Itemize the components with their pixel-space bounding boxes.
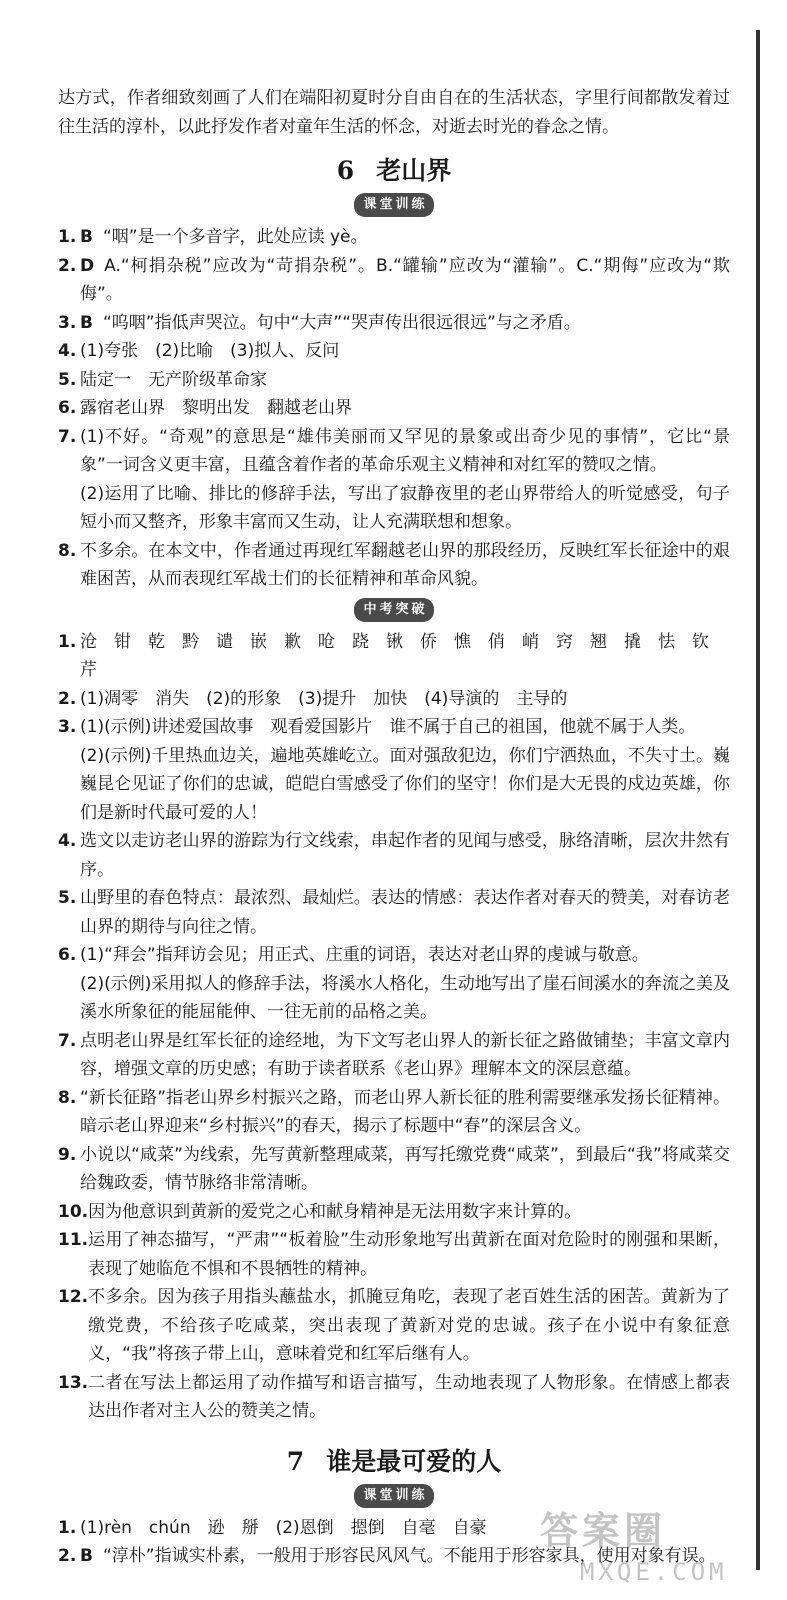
item-number: 3. xyxy=(58,717,77,737)
answer-text: 二者在写法上都运用了动作描写和语言描写，生动地表现了人物形象。在情感上都表达出作者对主人公的赞美之情。 xyxy=(88,1372,730,1421)
item-number: 11. xyxy=(58,1230,89,1250)
section-6-title xyxy=(58,151,730,191)
answer-text: “淳朴”指诚实朴素，一般用于形容民风风气。不能用于形容家具，使用对象有误。 xyxy=(102,1546,716,1566)
answer-item xyxy=(58,423,730,480)
answer-item xyxy=(58,1141,730,1198)
item-number: 5. xyxy=(58,888,77,908)
item-number: 6. xyxy=(58,398,77,418)
intro-paragraph: 达方式，作者细致刻画了人们在端阳初夏时分自由自在的生活状态，字里行间都散发着过往生活的淳朴，以此抒发作者对童年生活的怀念，对逝去时光的眷念之情。 xyxy=(58,88,730,137)
section-7-title xyxy=(58,1442,730,1482)
class-training-badge: 课堂训练 xyxy=(354,1484,433,1508)
answer-text: 小说以“咸菜”为线索，先写黄新整理咸菜，再写托缴党费“咸菜”，到最后“我”将咸菜交给魏政委，情节脉络非常清晰。 xyxy=(80,1144,730,1193)
answer-page xyxy=(58,84,730,1571)
item-number: 2. xyxy=(58,1546,77,1566)
item-number: 12. xyxy=(58,1287,89,1307)
answer-letter: B xyxy=(80,227,93,247)
answer-item xyxy=(58,1226,730,1283)
answer-text: (1)“拜会”指拜访会见；用正式、庄重的词语，表达对老山界的虔诚与敬意。 xyxy=(80,945,649,965)
answer-text: (1)凋零 消失 (2)的形象 (3)提升 加快 (4)导演的 主导的 xyxy=(80,688,568,709)
answer-item xyxy=(58,1369,730,1426)
answer-subtext: (2)运用了比喻、排比的修辞手法，写出了寂静夜里的老山界带给人的听觉感受，句子短小而又整齐，形象丰富而又生动，让人充满联想和想象。 xyxy=(80,483,730,532)
answer-text: (1)夸张 (2)比喻 (3)拟人、反问 xyxy=(80,341,340,361)
watermark-url-text: MXQE.COM xyxy=(580,1558,728,1586)
answer-text: “呜咽”指低声哭泣。句中“大声”“哭声传出很远很远”与之矛盾。 xyxy=(102,312,581,333)
answer-item xyxy=(58,337,730,366)
answer-text: 山野里的春色特点：最浓烈、最灿烂。表达的情感：表达作者对春天的赞美，对春访老山界的期待与向往之情。 xyxy=(80,888,730,937)
answer-text: 不多余。在本文中，作者通过再现红军翻越老山界的那段经历，反映红军长征途中的艰难困苦，从而表现红军战士们的长征精神和革命风貌。 xyxy=(80,540,730,589)
item-number: 10. xyxy=(58,1201,89,1222)
item-number: 2. xyxy=(58,255,77,276)
answer-item xyxy=(58,1198,730,1227)
item-number: 4. xyxy=(58,831,77,851)
class-training-badge: 课堂训练 xyxy=(354,193,433,217)
answer-text: “新长征路”指老山界乡村振兴之路，而老山界人新长征的胜利需要继承发扬长征精神。暗示老山界迎来“乡村振兴”的春天，揭示了标题中“春”的深层含义。 xyxy=(80,1087,730,1136)
answer-item xyxy=(58,628,730,685)
section-7-name: 谁是最可爱的人 xyxy=(326,1446,502,1476)
answer-text: “咽”是一个多音字，此处应读 yè。 xyxy=(102,227,368,247)
answer-text: (1)(示例)讲述爱国故事 观看爱国影片 谁不属于自己的祖国，他就不属于人类。 xyxy=(80,717,696,737)
item-number: 7. xyxy=(58,426,77,447)
item-number: 8. xyxy=(58,540,77,561)
item-number: 7. xyxy=(58,1030,77,1051)
page-edge-bar xyxy=(756,30,760,1570)
answer-text: 沧 钳 乾 黔 谴 嵌 歉 呛 跷 锹 侨 憔 俏 峭 窍 翘 撬 怯 钦 芹 xyxy=(80,631,726,680)
answer-item xyxy=(58,685,730,714)
answer-text: 运用了神态描写，“严肃”“板着脸”生动形象地写出黄新在面对危险时的刚强和果断，表现了她临危不惧和不畏牺牲的精神。 xyxy=(88,1230,730,1279)
item-number: 3. xyxy=(58,312,77,333)
answer-text: (1)rèn chún 逊 掰 (2)恩倒 摁倒 自毫 自豪 xyxy=(80,1517,487,1538)
section-6-number: 6 xyxy=(336,156,355,185)
answer-letter: D xyxy=(80,255,95,276)
exam-breakthrough-badge: 中考突破 xyxy=(354,598,433,622)
answer-item xyxy=(58,1283,730,1369)
answer-item xyxy=(58,713,730,742)
answer-letter: B xyxy=(80,1546,93,1566)
answer-text: (1)不好。“奇观”的意思是“雄伟美丽而又罕见的景象或出奇少见的事情”，它比“景象”一词含义更丰富，且蕴含着作者的革命乐观主义精神和对红军的赞叹之情。 xyxy=(80,426,730,475)
item-number: 2. xyxy=(58,688,77,709)
answer-item xyxy=(58,394,730,423)
item-number: 6. xyxy=(58,945,77,965)
answer-subtext: (2)(示例)采用拟人的修辞手法，将溪水人格化，生动地写出了崖石间溪水的奔流之美及溪水所象征的能屈能伸、一往无前的品格之美。 xyxy=(80,973,730,1022)
watermark-logo xyxy=(520,1500,750,1595)
item-number: 8. xyxy=(58,1087,77,1108)
answer-item xyxy=(58,884,730,941)
answer-item xyxy=(58,1084,730,1141)
answer-text: 露宿老山界 黎明出发 翻越老山界 xyxy=(80,398,352,418)
answer-text: 因为他意识到黄新的爱党之心和献身精神是无法用数字来计算的。 xyxy=(88,1201,582,1222)
answer-item xyxy=(58,941,730,970)
answer-item xyxy=(58,537,730,594)
answer-item xyxy=(58,1027,730,1084)
answer-letter: B xyxy=(80,312,93,333)
answer-subtext: (2)(示例)千里热血边关，遍地英雄屹立。面对强敌犯边，你们宁洒热血，不失寸土。巍巍昆仑见证了你们的忠诚，皑皑白雪感受了你们的坚守！你们是大无畏的戍边英雄，你们是新时代最可爱的人！ xyxy=(80,745,730,823)
answer-item xyxy=(58,223,730,252)
item-number: 9. xyxy=(58,1144,77,1165)
answer-text: 选文以走访老山界的游踪为行文线索，串起作者的见闻与感受，脉络清晰，层次井然有序。 xyxy=(80,831,730,880)
item-number: 1. xyxy=(58,631,77,652)
section-6-name: 老山界 xyxy=(376,156,452,185)
answer-text: A.“柯捐杂税”应改为“苛捐杂税”。B.“罐输”应改为“灌输”。C.“期侮”应改为“欺侮”。 xyxy=(80,255,730,304)
answer-item xyxy=(58,366,730,395)
answer-item xyxy=(58,252,730,309)
answer-text: 不多余。因为孩子用指头蘸盐水，抓腌豆角吃，表现了老百姓生活的困苦。黄新为了缴党费，不给孩子吃咸菜，突出表现了黄新对党的忠诚。孩子在小说中有象征意义，“我”将孩子带上山，意味着党和红军后继有人。 xyxy=(88,1287,730,1364)
item-number: 1. xyxy=(58,1517,77,1538)
answer-item xyxy=(58,309,730,338)
section-7-number: 7 xyxy=(286,1446,305,1476)
item-number: 13. xyxy=(58,1372,89,1393)
item-number: 1. xyxy=(58,227,77,247)
watermark-top-text: 答案圈 xyxy=(540,1508,667,1553)
answer-item xyxy=(58,827,730,884)
item-number: 4. xyxy=(58,341,77,361)
answer-text: 点明老山界是红军长征的途经地，为下文写老山界人的新长征之路做铺垫；丰富文章内容，增强文章的历史感；有助于读者联系《老山界》理解本文的深层意蕴。 xyxy=(80,1030,730,1079)
item-number: 5. xyxy=(58,369,77,390)
answer-text: 陆定一 无产阶级革命家 xyxy=(80,369,267,390)
